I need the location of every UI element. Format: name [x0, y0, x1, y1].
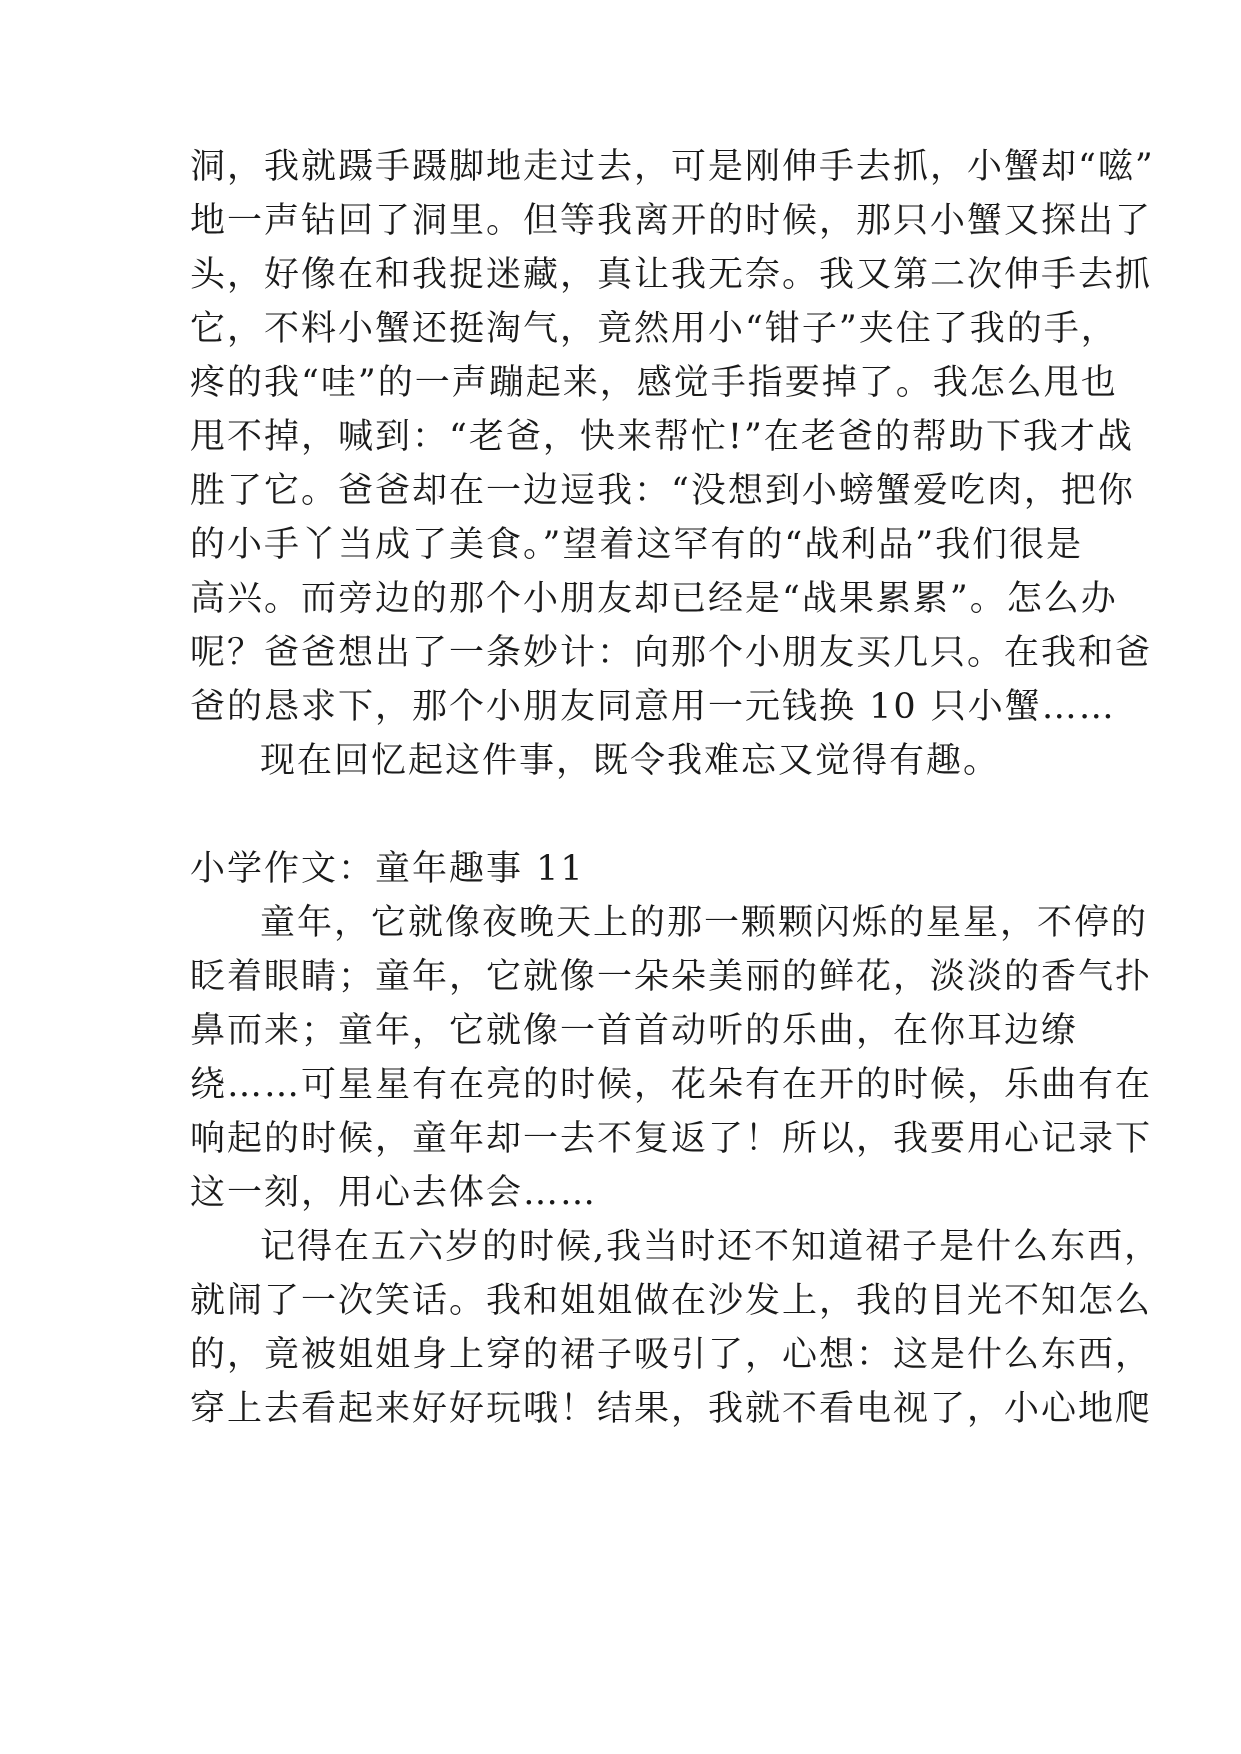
text-line: 胜了它。爸爸却在一边逗我：“没想到小螃蟹爱吃肉，把你: [190, 471, 1135, 511]
text-line: 它，不料小蟹还挺淘气，竟然用小“钳子”夹住了我的手，: [190, 309, 1118, 349]
text-line: 疼的我“哇”的一声蹦起来，感觉手指要掉了。我怎么甩也: [190, 363, 1118, 403]
text-line: 穿上去看起来好好玩哦！结果，我就不看电视了，小心地爬: [190, 1389, 1153, 1429]
text-line: 爸的恳求下，那个小朋友同意用一元钱换 10 只小蟹……: [190, 687, 1116, 727]
section-heading: 小学作文：童年趣事 11: [190, 849, 585, 889]
text-line: 的小手丫当成了美食。”望着这罕有的“战利品”我们很是: [190, 525, 1084, 565]
text-line: 头，好像在和我捉迷藏，真让我无奈。我又第二次伸手去抓: [190, 255, 1153, 295]
text-line: 这一刻，用心去体会……: [190, 1173, 598, 1213]
text-line: 响起的时候，童年却一去不复返了！所以，我要用心记录下: [190, 1119, 1153, 1159]
text-line: 的，竟被姐姐身上穿的裙子吸引了，心想：这是什么东西，: [190, 1335, 1153, 1375]
text-line: 呢？爸爸想出了一条妙计：向那个小朋友买几只。在我和爸: [190, 633, 1153, 673]
text-line: 鼻而来；童年，它就像一首首动听的乐曲，在你耳边缭: [190, 1011, 1079, 1051]
text-line: 眨着眼睛；童年，它就像一朵朵美丽的鲜花，淡淡的香气扑: [190, 957, 1153, 997]
text-line: 就闹了一次笑话。我和姐姐做在沙发上，我的目光不知怎么: [190, 1281, 1153, 1321]
text-line: 甩不掉，喊到：“老爸，快来帮忙!”在老爸的帮助下我才战: [190, 417, 1134, 457]
text-line: 地一声钻回了洞里。但等我离开的时候，那只小蟹又探出了: [190, 201, 1153, 241]
text-line: 洞，我就蹑手蹑脚地走过去，可是刚伸手去抓，小蟹却“嗞”: [190, 147, 1155, 187]
text-line: 高兴。而旁边的那个小朋友却已经是“战果累累”。怎么办: [190, 579, 1118, 619]
paragraph-first-line: 童年，它就像夜晚天上的那一颗颗闪烁的星星，不停的: [260, 903, 1149, 943]
text-line: 绕……可星星有在亮的时候，花朵有在开的时候，乐曲有在: [190, 1065, 1153, 1105]
paragraph-first-line: 记得在五六岁的时候,我当时还不知道裙子是什么东西，: [260, 1227, 1162, 1267]
paragraph-first-line: 现在回忆起这件事，既令我难忘又觉得有趣。: [260, 741, 1001, 781]
